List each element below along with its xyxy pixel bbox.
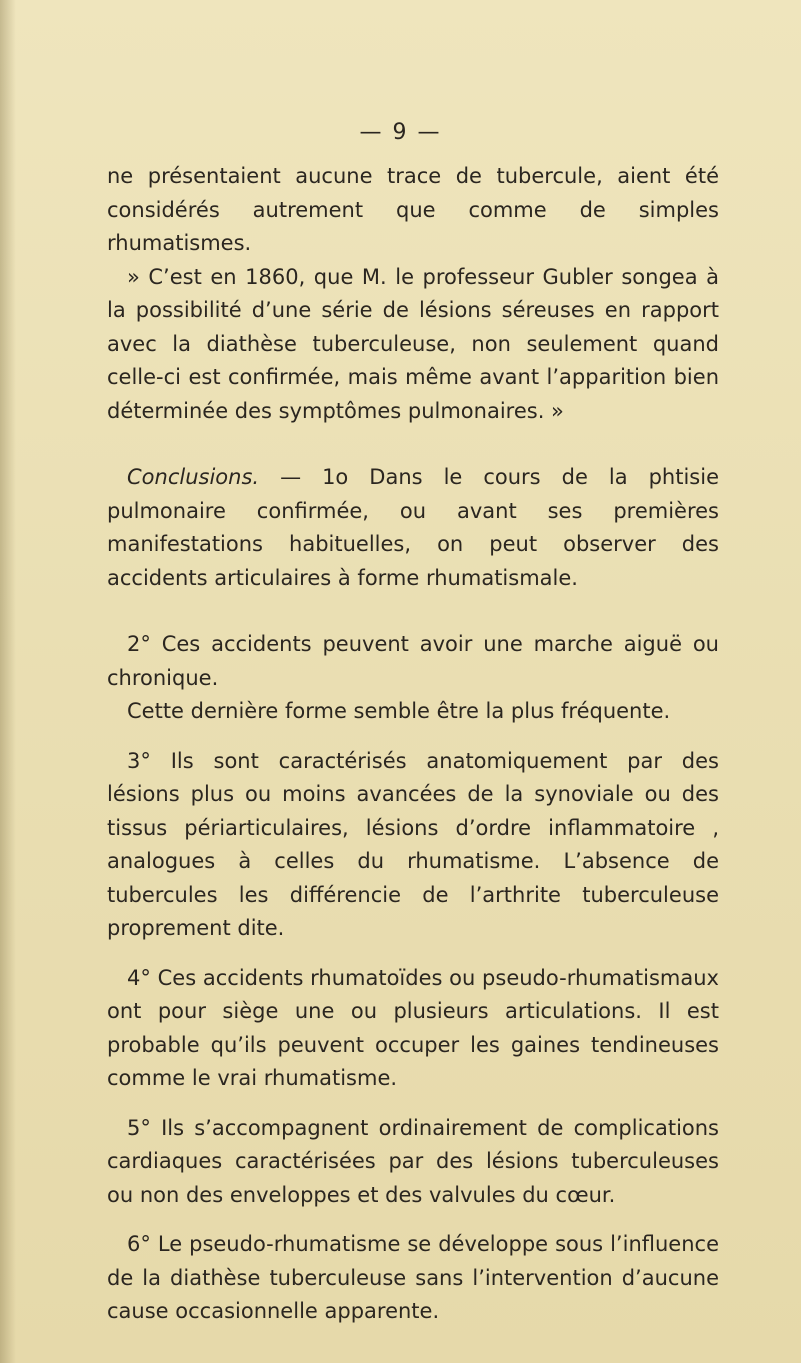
conclusion-4 [107,962,719,1096]
conclusion-2-number: 2° [127,632,151,656]
conclusion-6-text: Le pseudo-rhumatisme se développe sous l’influence de la diathèse tuberculeuse sans l’intervention d’aucune cause occasionnelle apparente. [107,1232,719,1323]
conclusion-2-text: Ces accidents peuvent avoir une marche aiguë ou chronique. [107,632,719,690]
conclusion-5-text: Ils s’accompagnent ordinairement de complications cardiaques caractérisées par des lésions tuberculeuses ou non des enveloppes et des valvules du cœur. [107,1115,719,1207]
conclusion-4-text: Ces accidents rhumatoïdes ou pseudo-rhumatismaux ont pour siège une ou plusieurs articulations. Il est probable qu’ils peuvent occuper les gaines tendineuses comme le vrai rhumatisme. [107,965,719,1090]
conclusion-5-number: 5° [127,1115,151,1140]
paragraph-1 [107,160,719,261]
paragraph-2-quote [107,261,719,429]
conclusion-1-text: — 1o Dans le cours de la phtisie pulmonaire confirmée, ou avant ses premières manifestations habituelles, on peut observer des accidents articulaires à forme rhumatismale. [107,465,719,590]
conclusion-2-continuation-text: Cette dernière forme semble être la plus fréquente. [127,699,671,723]
paragraph-1-text: ne présentaient aucune trace de tubercule, aient été considérés autrement que comme de simples rhumatismes. [107,164,719,255]
conclusion-3-text: Ils sont caractérisés anatomiquement par des lésions plus ou moins avancées de la synoviale ou des tissus périarticulaires, lésions d’ordre inflammatoire , analogues à celles du rhumatisme. L’absence de tubercules les différencie de l’arthrite tuberculeuse proprement dite. [107,748,719,940]
body-text [107,160,719,1329]
paragraph-conclusions [107,461,719,595]
conclusion-5 [107,1112,719,1213]
paragraph-2-text: » C’est en 1860, que M. le professeur Gubler songea à la possibilité d’une série de lésions séreuses en rapport avec la diathèse tuberculeuse, non seulement quand celle-ci est confirmée, mais même avant l’apparition bien déterminée des symptômes pulmonaires. » [107,264,719,423]
conclusion-2-continuation [107,695,719,729]
conclusions-heading: Conclusions. [127,465,260,489]
conclusion-4-number: 4° [127,965,151,990]
page-number: — 9 — [359,120,442,145]
conclusion-6 [107,1228,719,1329]
conclusion-6-number: 6° [127,1232,151,1256]
page-edge-shadow [0,0,16,1363]
conclusion-3-number: 3° [127,748,151,773]
conclusion-2 [107,628,719,695]
conclusion-3 [107,745,719,946]
